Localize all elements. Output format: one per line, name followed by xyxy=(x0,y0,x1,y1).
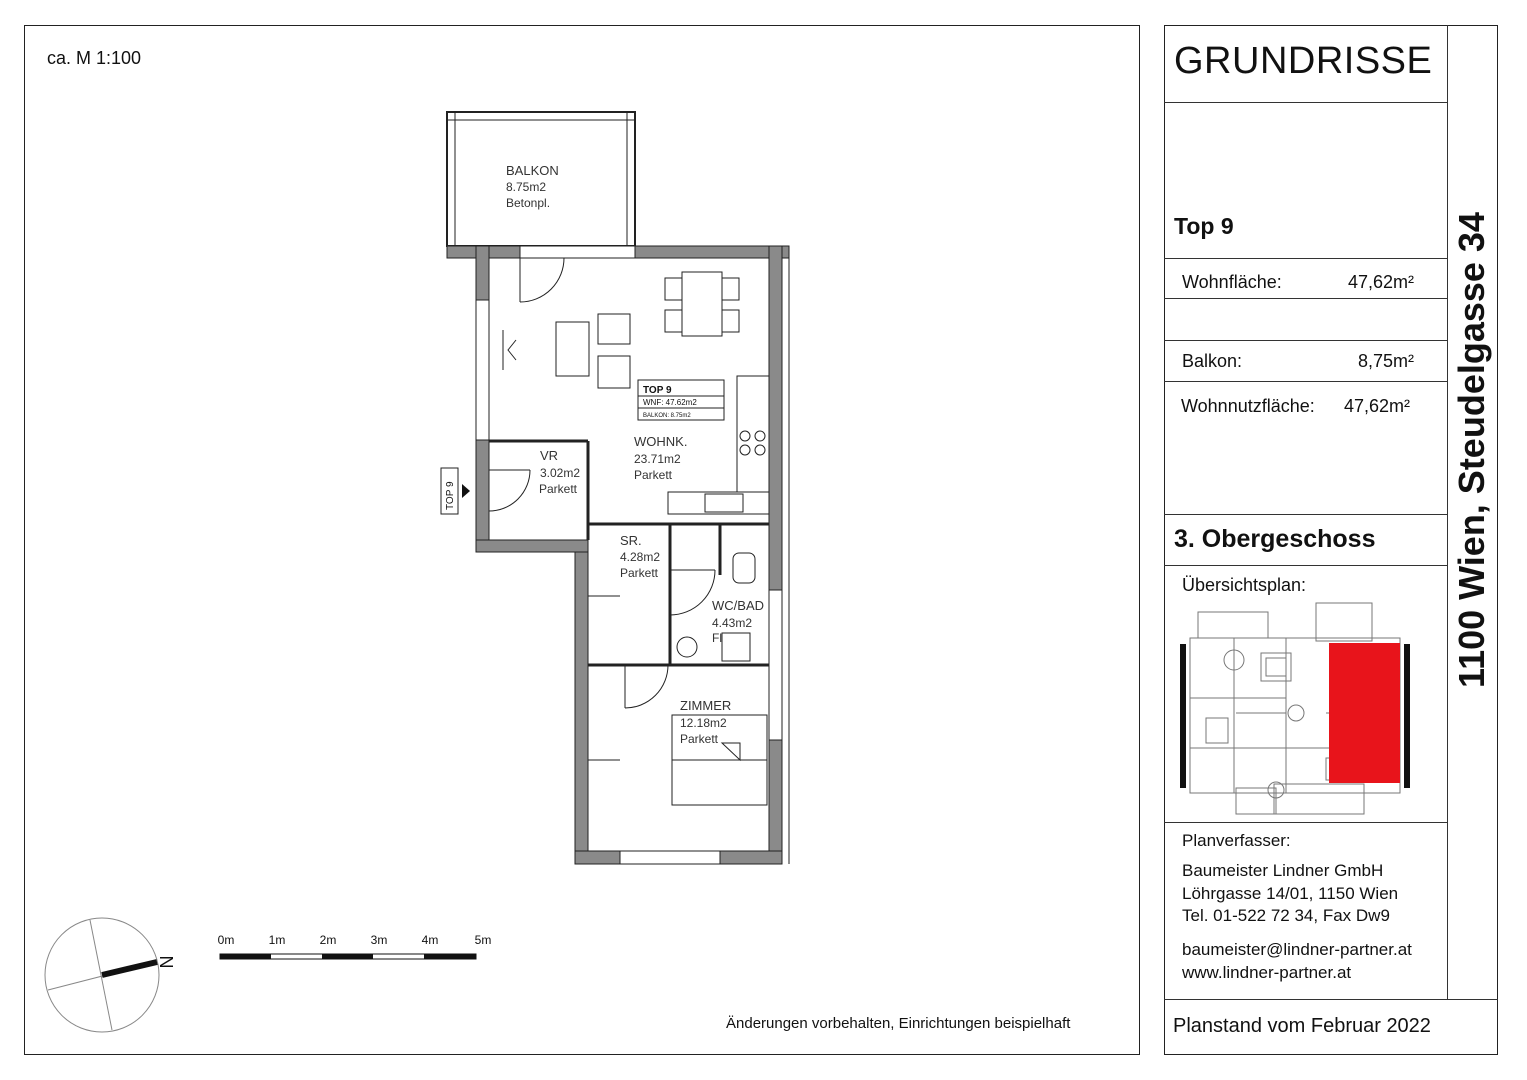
room-area-wc: 4.43m2 xyxy=(712,616,753,630)
room-name-sr: SR. xyxy=(620,533,642,548)
room-area-sr: 4.28m2 xyxy=(620,550,661,564)
overview-unit-highlight xyxy=(1329,643,1400,783)
author-line-1: Baumeister Lindner GmbH xyxy=(1182,861,1384,880)
room-floor-vr: Parkett xyxy=(539,482,578,496)
balkon-value: 8,75m² xyxy=(1358,351,1415,371)
plan-date: Planstand vom Februar 2022 xyxy=(1173,1015,1431,1037)
disclaimer: Änderungen vorbehalten, Einrichtungen beispielhaft xyxy=(726,1015,1071,1032)
scale-label: ca. M 1:100 xyxy=(47,48,142,68)
address-vertical: 1100 Wien, Steudelgasse 34 xyxy=(1451,212,1492,688)
label-box-balkon: BALKON: 8.75m2 xyxy=(643,413,691,419)
entrance-tag-text: TOP 9 xyxy=(445,481,456,510)
scale-tick-0: 0m xyxy=(217,933,235,947)
room-area-balkon: 8.75m2 xyxy=(506,180,547,194)
north-label: N xyxy=(157,955,177,969)
website-link[interactable]: www.lindner-partner.at xyxy=(1182,963,1352,982)
room-name-vr: VR xyxy=(540,448,559,463)
wohnflaeche-label: Wohnfläche: xyxy=(1182,272,1282,292)
overview-plan xyxy=(1176,598,1416,818)
top-label: Top 9 xyxy=(1174,213,1234,239)
scale-tick-1: 1m xyxy=(268,933,286,947)
doors xyxy=(489,258,715,708)
room-name-zimmer: ZIMMER xyxy=(680,698,732,713)
room-name-balkon: BALKON xyxy=(506,163,559,178)
scale-tick-2: 2m xyxy=(319,933,337,947)
room-name-wohnk: WOHNK. xyxy=(634,434,688,449)
scale-tick-4: 4m xyxy=(421,933,439,947)
room-floor-wc: Fl xyxy=(712,631,722,645)
room-floor-balkon: Betonpl. xyxy=(506,196,551,210)
floor-label: 3. Obergeschoss xyxy=(1174,525,1376,553)
room-name-wc: WC/BAD xyxy=(712,598,764,613)
wohnnutzflaeche-value: 47,62m² xyxy=(1344,396,1411,416)
entrance-arrow-icon xyxy=(462,484,470,498)
author-label: Planverfasser: xyxy=(1182,831,1291,850)
author-line-3: Tel. 01-522 72 34, Fax Dw9 xyxy=(1182,906,1390,925)
room-floor-zimmer: Parkett xyxy=(680,732,719,746)
scale-tick-5: 5m xyxy=(474,933,492,947)
author-line-2: Löhrgasse 14/01, 1150 Wien xyxy=(1182,884,1399,903)
exterior-walls xyxy=(447,246,789,864)
room-area-wohnk: 23.71m2 xyxy=(634,452,681,466)
label-box-wnf: WNF: 47.62m2 xyxy=(643,398,697,407)
email-link[interactable]: baumeister@lindner-partner.at xyxy=(1182,940,1412,959)
room-area-vr: 3.02m2 xyxy=(540,466,581,480)
balkon-label: Balkon: xyxy=(1182,351,1243,371)
scale-bar xyxy=(220,954,476,959)
scale-tick-3: 3m xyxy=(370,933,388,947)
title-heading: GRUNDRISSE xyxy=(1174,40,1433,82)
room-area-zimmer: 12.18m2 xyxy=(680,716,727,730)
label-box-title: TOP 9 xyxy=(643,385,672,396)
room-floor-wohnk: Parkett xyxy=(634,468,673,482)
room-floor-sr: Parkett xyxy=(620,566,659,580)
title-block-divider xyxy=(1447,25,1448,999)
wohnflaeche-value: 47,62m² xyxy=(1348,272,1415,292)
overview-label: Übersichtsplan: xyxy=(1182,575,1307,595)
north-arrow-icon xyxy=(45,918,159,1032)
wohnnutzflaeche-label: Wohnnutzfläche: xyxy=(1181,396,1315,416)
balcony-outline xyxy=(447,112,635,246)
